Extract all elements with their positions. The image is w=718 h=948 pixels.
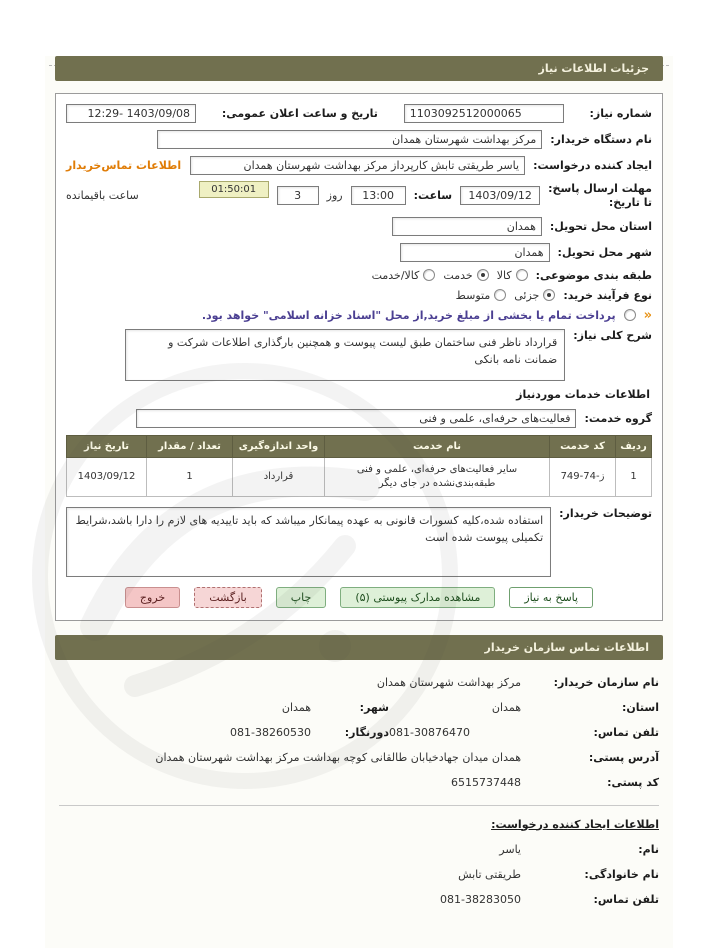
remaining-time-box: 01:50:01 (199, 181, 269, 198)
delivery-city-label: شهر محل تحویل: (557, 245, 652, 259)
services-table (66, 435, 652, 497)
subject-category-label: طبقه بندی موضوعی: (535, 268, 652, 282)
contact-fax-label: دورنگار: (344, 725, 389, 739)
deadline-hour-label: ساعت: (413, 189, 453, 203)
cell-service-name: سایر فعالیت‌های حرفه‌ای، علمی و فنی طبقه‌بندی‌نشده در جای دیگر (325, 457, 550, 496)
deadline-row (66, 182, 652, 210)
service-group-row (66, 409, 652, 428)
creator-last-name-value: طریقتی تابش (458, 867, 521, 881)
description-label: شرح کلی نیاز: (573, 328, 652, 342)
buyer-notes-textarea[interactable]: استفاده شده،کلیه کسورات قانونی به عهده پیمانکار میباشد که باید تاییدیه های لازم را دارا باشد،شرایط تکمیلی پیوست شده است (66, 507, 551, 577)
goods-service-radio-label: کالا/خدمت (371, 268, 420, 282)
table-row[interactable] (67, 457, 652, 496)
request-creator-row (66, 156, 652, 175)
contact-phone-label: تلفن تماس: (593, 725, 659, 739)
treasury-radio[interactable] (624, 309, 636, 321)
goods-radio[interactable] (516, 269, 528, 281)
buyer-contact-section (59, 676, 659, 906)
col-service-name: نام خدمت (325, 435, 550, 457)
contact-province-label: استان: (622, 700, 659, 714)
contact-city-label: شهر: (359, 700, 389, 714)
respond-to-need-button[interactable]: پاسخ به نیاز (509, 587, 593, 608)
service-radio[interactable] (477, 269, 489, 281)
deadline-date-input[interactable]: 1403/09/12 (460, 186, 540, 205)
col-need-date: تاریخ نیاز (67, 435, 147, 457)
process-option-minor[interactable] (514, 289, 555, 302)
creator-phone-label: تلفن تماس: (593, 892, 659, 906)
announce-datetime-label: تاریخ و ساعت اعلان عمومی: (221, 107, 378, 120)
print-button[interactable]: چاپ (276, 587, 327, 608)
cell-quantity: 1 (147, 457, 233, 496)
need-number-input[interactable]: 1103092512000065 (404, 104, 564, 123)
goods-radio-label: کالا (496, 268, 512, 282)
purchase-process-label: نوع فرآیند خرید: (563, 288, 652, 302)
buyer-notes-label: توضیحات خریدار: (559, 506, 652, 520)
request-creator-input[interactable]: یاسر طریقتی تابش کارپرداز مرکز بهداشت شهرستان همدان (190, 156, 525, 175)
services-table-header-row (67, 435, 652, 457)
province-city-row (59, 701, 659, 714)
creator-last-name-row (59, 868, 659, 881)
section-header-buyer-contact: اطلاعات تماس سازمان خریدار (55, 635, 663, 660)
service-group-input[interactable]: فعالیت‌های حرفه‌ای، علمی و فنی (136, 409, 576, 428)
need-details-page (45, 56, 673, 948)
creator-phone-row (59, 893, 659, 906)
org-name-label: نام سازمان خریدار: (553, 675, 659, 689)
delivery-city-input[interactable]: همدان (400, 243, 550, 262)
contact-province-value: همدان (491, 700, 521, 714)
creator-info-title: اطلاعات ایجاد کننده درخواست: (491, 817, 659, 831)
cell-need-date: 1403/09/12 (67, 457, 147, 496)
deadline-label-line1: مهلت ارسال پاسخ: (548, 182, 652, 195)
services-table-head (67, 435, 652, 457)
cell-unit: قرارداد (233, 457, 325, 496)
need-number-label: شماره نیاز: (589, 107, 652, 120)
postal-code-label: کد پستی: (607, 775, 659, 789)
purchase-process-row (66, 289, 652, 302)
deadline-time-input[interactable]: 13:00 (351, 186, 406, 205)
delivery-province-row (66, 217, 652, 236)
creator-first-name-label: نام: (638, 842, 659, 856)
subject-category-row (66, 269, 652, 282)
col-row-number: ردیف (616, 435, 652, 457)
phone-fax-row (59, 726, 659, 739)
remaining-time-label: ساعت باقیمانده (66, 189, 139, 203)
treasury-note-row (66, 309, 652, 322)
creator-last-name-label: نام خانوادگی: (584, 867, 659, 881)
description-textarea[interactable]: قرارداد ناظر فنی ساختمان طبق لیست پیوست و همچنین بارگذاری اطلاعات شرکت و ضمانت نامه بانکی (125, 329, 565, 381)
cell-row-number: 1 (616, 457, 652, 496)
buyer-org-input[interactable]: مرکز بهداشت شهرستان همدان (157, 130, 542, 149)
deadline-label (548, 182, 652, 210)
postal-code-value: 6515737448 (451, 775, 521, 789)
cell-service-code: ز-74-749 (550, 457, 616, 496)
org-name-row (59, 676, 659, 689)
services-table-body (67, 457, 652, 496)
medium-radio[interactable] (494, 289, 506, 301)
creator-phone-value: 081-38283050 (440, 892, 521, 906)
days-input[interactable]: 3 (277, 186, 319, 205)
need-number-row (66, 104, 652, 123)
need-details-panel (55, 93, 663, 621)
col-quantity: تعداد / مقدار (147, 435, 233, 457)
service-radio-label: خدمت (443, 268, 473, 282)
category-option-goods-service[interactable] (372, 269, 436, 282)
request-creator-label: ایجاد کننده درخواست: (533, 159, 652, 172)
creator-first-name-value: یاسر (499, 842, 521, 856)
description-row (66, 329, 652, 381)
medium-radio-label: متوسط (455, 288, 491, 302)
delivery-province-label: استان محل تحویل: (549, 219, 652, 233)
services-section-title: اطلاعات خدمات موردنیاز (516, 387, 650, 401)
process-option-medium[interactable] (456, 289, 507, 302)
category-option-service[interactable] (443, 269, 488, 282)
creator-first-name-row (59, 843, 659, 856)
col-unit: واحد اندازه‌گیری (233, 435, 325, 457)
goods-service-radio[interactable] (423, 269, 435, 281)
contact-fax-value: 081-38260530 (230, 725, 311, 739)
postal-address-row (59, 751, 659, 764)
section-header-need-details: جزئیات اطلاعات نیاز (55, 56, 663, 81)
buyer-org-label: نام دستگاه خریدار: (550, 133, 652, 146)
contact-phone-value: 081-30876470 (389, 725, 470, 739)
treasury-note-text: پرداخت تمام یا بخشی از مبلغ خرید,از محل "اسناد خزانه اسلامی" خواهد بود. (201, 308, 616, 322)
postal-code-row (59, 776, 659, 789)
buyer-contact-link[interactable]: اطلاعات تماس‌خریدار (66, 159, 182, 172)
chevrons-icon: « (643, 307, 652, 323)
delivery-city-row (66, 243, 652, 262)
exit-button[interactable]: خروج (125, 587, 180, 608)
back-button[interactable]: بازگشت (194, 587, 262, 608)
buyer-org-row (66, 130, 652, 149)
view-attachments-button[interactable]: مشاهده مدارک پیوستی (۵) (340, 587, 495, 608)
action-buttons-row (66, 587, 652, 608)
org-name-value: مرکز بهداشت شهرستان همدان (376, 675, 521, 689)
contact-city-value: همدان (281, 700, 311, 714)
deadline-label-line2: تا تاریخ: (608, 195, 652, 209)
buyer-notes-row (66, 507, 652, 577)
col-service-code: کد خدمت (550, 435, 616, 457)
postal-address-value: همدان میدان جهادخیابان طالقانی کوچه بهداشت مرکز بهداشت شهرستان همدان (155, 750, 521, 764)
contact-divider (59, 805, 659, 806)
minor-radio-label: جزئی (514, 288, 540, 302)
category-option-goods[interactable] (497, 269, 528, 282)
announce-datetime-input[interactable]: 1403/09/08 -12:29 (66, 104, 196, 123)
days-unit-label: روز (326, 189, 343, 203)
delivery-province-input[interactable]: همدان (392, 217, 542, 236)
postal-address-label: آدرس پستی: (588, 750, 659, 764)
service-group-label: گروه خدمت: (584, 411, 652, 425)
minor-radio[interactable] (543, 289, 555, 301)
